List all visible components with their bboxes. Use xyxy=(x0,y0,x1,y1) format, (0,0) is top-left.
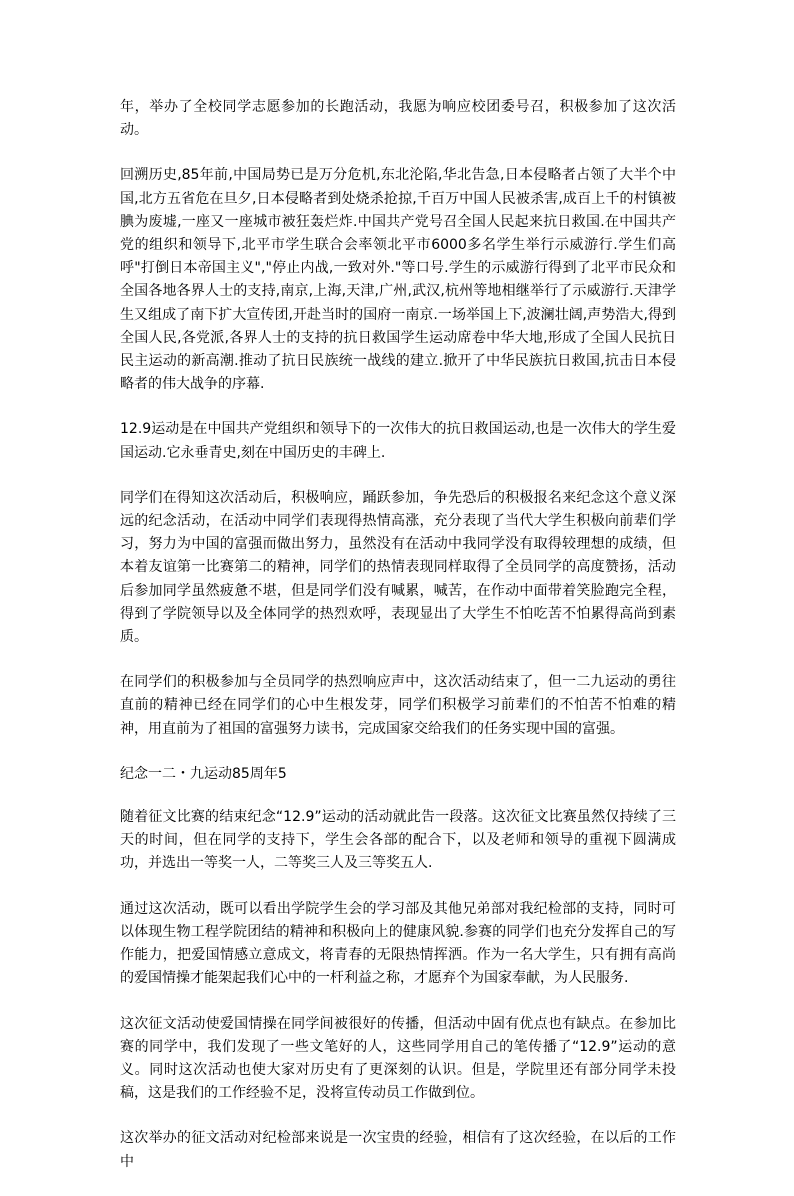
paragraph-activity-value: 通过这次活动，既可以看出学院学生会的学习部及其他兄弟部对我纪检部的支持，同时可以体现生物工程学院团结的精神和积极向上的健康风貌.参赛的同学们也充分发挥自己的写作能力，把爱国情感立意成文，将青春的无限热情挥洒。作为一名大学生，只有拥有高尚的爱国情操才能架起我们心中的一杆利益之称，才愿弃个为国家奉献，为人民服务. xyxy=(120,900,676,987)
paragraph-student-response: 同学们在得知这次活动后，积极响应，踊跃参加，争先恐后的积极报名来纪念这个意义深远的纪念活动，在活动中同学们表现得热情高涨，充分表现了当代大学生积极向前辈们学习，努力为中国的富强而做出努力，虽然没有在活动中我同学没有取得较理想的成绩，但本着友谊第一比赛第二的精神，同学们的热情表现同样取得了全员同学的高度赞扬，活动后参加同学虽然疲惫不堪，但是同学们没有喊累，喊苦，在作动中面带着笑脸跑完全程，得到了学院领导以及全体同学的热烈欢呼，表现显出了大学生不怕吃苦不怕累得高尚到素质。 xyxy=(120,489,676,646)
section-heading: 纪念一二・九运动85周年5 xyxy=(120,765,287,782)
paragraph-continuation: 年，举办了全校同学志愿参加的长跑活动，我愿为响应校团委号召，积极参加了这次活动。 xyxy=(120,99,676,139)
paragraph-pros-cons: 这次征文活动使爱国情操在同学间被很好的传播，但活动中固有优点也有缺点。在参加比赛的同学中，我们发现了一些文笔好的人，这些同学用自己的笔传播了“12.9”运动的意义。同时这次活动也使大家对历史有了更深刻的认识。但是，学院里还有部分同学未投稿，这是我们的工作经验不足，没将宣传动员工作做到位。 xyxy=(120,1015,676,1102)
paragraph-history: 回溯历史,85年前,中国局势已是万分危机,东北沦陷,华北告急,日本侵略者占领了大半个中国,北方五省危在旦夕,日本侵略者到处烧杀抢掠,千百万中国人民被杀害,成百上千的村镇被腆为废墟,一座又一座城市被狂轰烂炸.中国共产党号召全国人民起来抗日救国.在中国共产党的组织和领导下,北平市学生联合会率领北平市6000多名学生举行示威游行.学生们高呼"打倒日本帝国主义","停止内战,一致对外."等口号.学生的示威游行得到了北平市民众和全国各地各界人士的支持,南京,上海,天津,广州,武汉,杭州等地相继举行了示威游行.天津学生又组成了南下扩大宣传团,开赴当时的国府一南京.一场举国上下,波澜壮阔,声势浩大,得到全国人民,各党派,各界人士的支持的抗日救国学生运动席卷中华大地,形成了全国人民抗日民主运动的新高潮.推动了抗日民族统一战线的建立.掀开了中华民族抗日救国,抗击日本侵略者的伟大战争的序幕. xyxy=(120,167,676,393)
paragraph-experience: 这次举办的征文活动对纪检部来说是一次宝贵的经验，相信有了这次经验，在以后的工作中 xyxy=(120,1130,676,1170)
document-page xyxy=(120,96,676,1196)
paragraph-conclusion: 在同学们的积极参加与全员同学的热烈响应声中，这次活动结束了，但一二九运动的勇往直前的精神已经在同学们的心中生根发芽，同学们积极学习前辈们的不怕苦不怕难的精神，用直前为了祖国的富强努力读书，完成国家交给我们的任务实现中国的富强。 xyxy=(120,674,676,737)
paragraph-essay-contest: 随着征文比赛的结束纪念“12.9”运动的活动就此告一段落。这次征文比赛虽然仅持续了三天的时间，但在同学的支持下，学生会各部的配合下，以及老师和领导的重视下圆满成功，并选出一等奖一人，二等奖三人及三等奖五人. xyxy=(120,809,676,872)
paragraph-movement-summary: 12.9运动是在中国共产党组织和领导下的一次伟大的抗日救国运动,也是一次伟大的学生爱国运动.它永垂青史,刻在中国历史的丰碑上. xyxy=(120,421,676,461)
